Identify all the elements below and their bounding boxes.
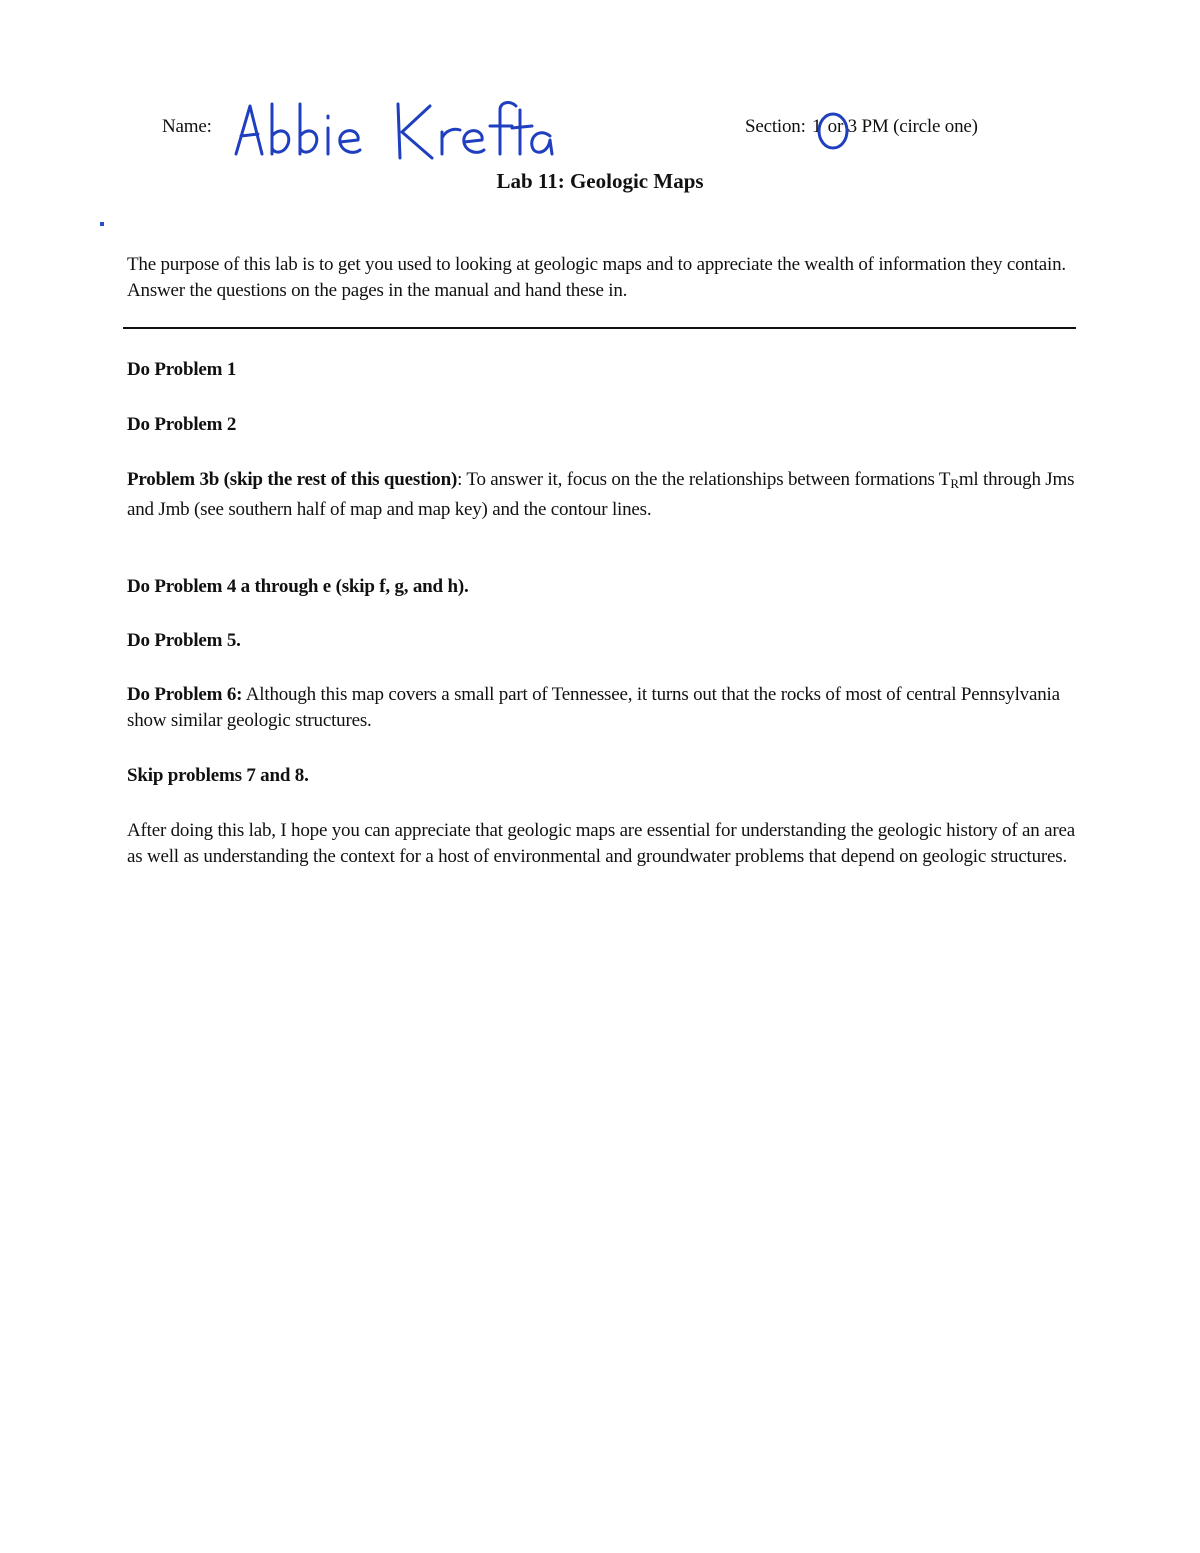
item-heading: Do Problem 5. — [127, 630, 241, 651]
item-problem-3b — [127, 467, 1077, 523]
section-prefix: Section: — [745, 116, 806, 137]
handwritten-name-signature — [228, 92, 558, 172]
item-heading: Do Problem 1 — [127, 359, 237, 380]
item-problem-2 — [127, 412, 1077, 438]
section-option-1: 1 — [812, 116, 822, 137]
item-text-post: ml through Jms and Jmb (see southern half of map and map key) and the contour lines. — [127, 469, 1075, 520]
item-problem-1 — [127, 357, 1077, 383]
item-skip-7-8 — [127, 763, 1077, 789]
handwritten-circle-mark — [814, 110, 852, 152]
item-heading: Do Problem 2 — [127, 414, 237, 435]
section-selector — [745, 116, 978, 138]
name-label: Name: — [162, 116, 212, 137]
item-problem-4 — [127, 574, 1077, 600]
horizontal-divider — [123, 327, 1076, 329]
section-suffix: or 3 PM (circle one) — [827, 116, 978, 137]
item-heading: Do Problem 6: — [127, 684, 243, 705]
item-heading: Do Problem 4 a through e (skip f, g, and h). — [127, 576, 469, 597]
item-heading: Skip problems 7 and 8. — [127, 765, 309, 786]
item-text: Although this map covers a small part of Tennessee, it turns out that the rocks of most of central Pennsylvania show similar geologic structures. — [127, 684, 1060, 731]
item-heading: Problem 3b (skip the rest of this question) — [127, 469, 458, 490]
intro-paragraph: The purpose of this lab is to get you used to looking at geologic maps and to appreciate the wealth of information they contain. Answer the questions on the pages in the manual and hand these in. — [127, 254, 1066, 301]
item-text-subscript: R — [950, 476, 959, 491]
closing-paragraph: After doing this lab, I hope you can appreciate that geologic maps are essential for understanding the geologic history of an area as well as understanding the context for a host of environmental and groundwater problems that depend on geologic structures. — [127, 820, 1075, 867]
item-problem-5 — [127, 628, 1077, 654]
ink-dot — [100, 222, 104, 226]
lab-title: Lab 11: Geologic Maps — [496, 169, 704, 193]
item-text-pre: : To answer it, focus on the the relationships between formations T — [457, 469, 951, 490]
item-problem-6 — [127, 682, 1077, 734]
